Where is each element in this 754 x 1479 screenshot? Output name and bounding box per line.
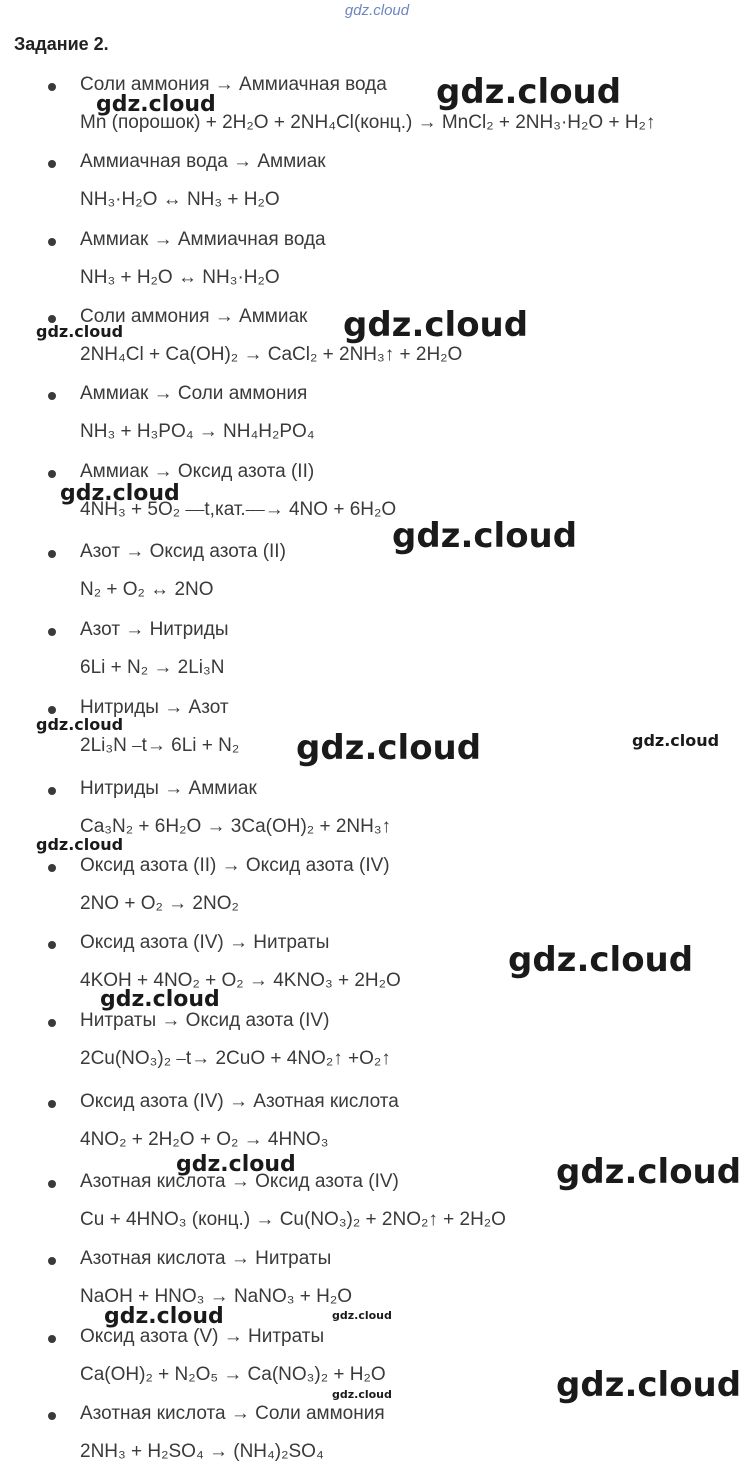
reaction-equation: 2NH₃ + H₂SO₄ → (NH₄)₂SO₄ <box>80 1441 324 1462</box>
transition-title: Аммиак → Соли аммония <box>80 383 308 404</box>
list-bullet <box>48 160 56 168</box>
watermark: gdz.cloud <box>556 1152 742 1192</box>
top-watermark: gdz.cloud <box>344 2 410 19</box>
list-bullet <box>48 470 56 478</box>
reaction-equation: 4NO₂ + 2H₂O + O₂ → 4HNO₃ <box>80 1129 329 1150</box>
list-bullet <box>48 1257 56 1265</box>
list-bullet <box>48 392 56 400</box>
list-bullet <box>48 706 56 714</box>
transition-title: Соли аммония → Аммиак <box>80 306 308 327</box>
transition-title: Азотная кислота → Нитраты <box>80 1248 332 1269</box>
list-bullet <box>48 1412 56 1420</box>
list-bullet <box>48 1335 56 1343</box>
list-bullet <box>48 941 56 949</box>
reaction-equation: NH₃ + H₃PO₄ → NH₄H₂PO₄ <box>80 421 315 442</box>
watermark: gdz.cloud <box>104 1304 224 1329</box>
watermark: gdz.cloud <box>296 728 482 768</box>
watermark: gdz.cloud <box>36 322 124 341</box>
watermark: gdz.cloud <box>332 1309 392 1322</box>
reaction-equation: 2Cu(NO₃)₂ ⎯t→ 2CuO + 4NO₂↑ +O₂↑ <box>80 1048 391 1069</box>
transition-title: Азот → Нитриды <box>80 619 229 640</box>
watermark: gdz.cloud <box>100 987 220 1012</box>
watermark: gdz.cloud <box>36 835 124 854</box>
reaction-equation: NH₃·H₂O ↔ NH₃ + H₂O <box>80 189 280 210</box>
reaction-equation: Cu + 4HNO₃ (конц.) → Cu(NO₃)₂ + 2NO₂↑ + 2H₂O <box>80 1209 506 1230</box>
watermark: gdz.cloud <box>392 516 578 556</box>
task-heading: Задание 2. <box>14 34 109 54</box>
transition-title: Азотная кислота → Оксид азота (IV) <box>80 1171 399 1192</box>
reaction-equation: 4NH₃ + 5O₂ ⎯⎯t,кат.⎯⎯→ 4NO + 6H₂O <box>80 499 397 520</box>
reaction-equation: NaOH + HNO₃ → NaNO₃ + H₂O <box>80 1286 353 1307</box>
reaction-equation: 4KOH + 4NO₂ + O₂ → 4KNO₃ + 2H₂O <box>80 970 401 991</box>
transition-title: Нитриды → Аммиак <box>80 778 257 799</box>
reaction-equation: Ca(OH)₂ + N₂O₅ → Ca(NO₃)₂ + H₂O <box>80 1364 386 1385</box>
transition-title: Аммиак → Оксид азота (II) <box>80 461 315 482</box>
watermark: gdz.cloud <box>60 481 180 506</box>
reaction-equation: 2NH₄Cl + Ca(OH)₂ → CaCl₂ + 2NH₃↑ + 2H₂O <box>80 344 463 365</box>
transition-title: Аммиак → Аммиачная вода <box>80 229 326 250</box>
list-bullet <box>48 864 56 872</box>
reaction-equation: 2Li₃N ⎯t→ 6Li + N₂ <box>80 735 240 756</box>
transition-title: Аммиачная вода → Аммиак <box>80 151 326 172</box>
list-bullet <box>48 1180 56 1188</box>
reaction-equation: Ca₃N₂ + 6H₂O → 3Ca(OH)₂ + 2NH₃↑ <box>80 816 392 837</box>
transition-title: Соли аммония → Аммиачная вода <box>80 74 387 95</box>
watermark: gdz.cloud <box>343 305 529 345</box>
list-bullet <box>48 550 56 558</box>
transition-title: Оксид азота (IV) → Азотная кислота <box>80 1091 399 1112</box>
watermark: gdz.cloud <box>556 1365 742 1405</box>
reaction-equation: 2NO + O₂ → 2NO₂ <box>80 893 239 914</box>
watermark: gdz.cloud <box>332 1388 392 1401</box>
watermark: gdz.cloud <box>436 72 622 112</box>
transition-title: Азотная кислота → Соли аммония <box>80 1403 385 1424</box>
list-bullet <box>48 1100 56 1108</box>
watermark: gdz.cloud <box>508 940 694 980</box>
transition-title: Оксид азота (II) → Оксид азота (IV) <box>80 855 390 876</box>
watermark: gdz.cloud <box>176 1152 296 1177</box>
watermark: gdz.cloud <box>36 715 124 734</box>
list-bullet <box>48 83 56 91</box>
list-bullet <box>48 628 56 636</box>
transition-title: Нитриды → Азот <box>80 697 229 718</box>
transition-title: Азот → Оксид азота (II) <box>80 541 286 562</box>
reaction-equation: 6Li + N₂ → 2Li₃N <box>80 657 225 678</box>
list-bullet <box>48 238 56 246</box>
list-bullet <box>48 1019 56 1027</box>
transition-title: Оксид азота (IV) → Нитраты <box>80 932 330 953</box>
reaction-equation: N₂ + O₂ ↔ 2NO <box>80 579 214 600</box>
list-bullet <box>48 787 56 795</box>
transition-title: Оксид азота (V) → Нитраты <box>80 1326 325 1347</box>
reaction-equation: NH₃ + H₂O ↔ NH₃·H₂O <box>80 267 280 288</box>
watermark: gdz.cloud <box>96 92 216 117</box>
watermark: gdz.cloud <box>632 731 720 750</box>
reaction-equation: Mn (порошок) + 2H₂O + 2NH₄Cl(конц.) → MnCl₂ + 2NH₃·H₂O + H₂↑ <box>80 112 656 133</box>
transition-title: Нитраты → Оксид азота (IV) <box>80 1010 330 1031</box>
